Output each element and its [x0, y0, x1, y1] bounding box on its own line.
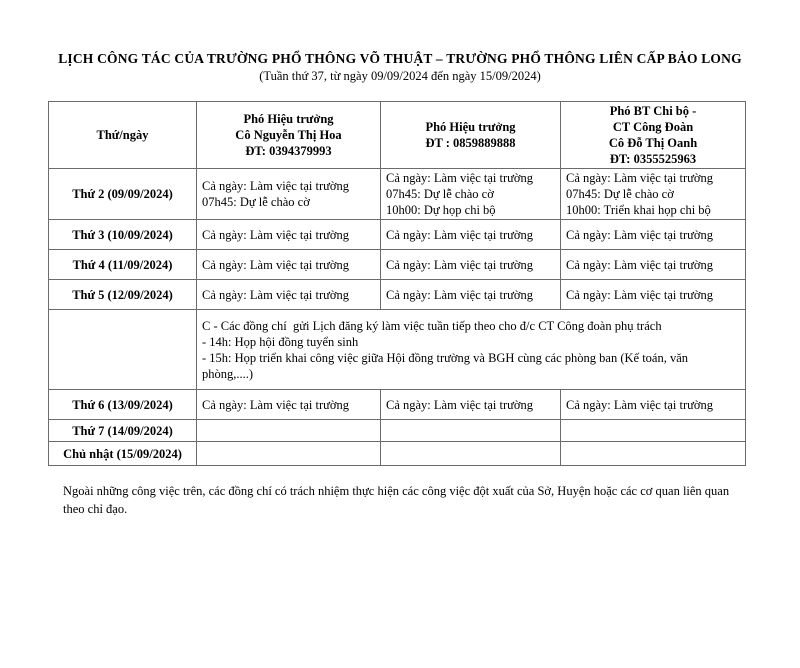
day-cell: Thứ 2 (09/09/2024) — [49, 169, 197, 220]
note-line: - 14h: Họp hội đồng tuyển sinh — [202, 334, 359, 349]
schedule-cell-empty — [561, 420, 746, 442]
table-row-notes — [49, 310, 746, 390]
schedule-cell-empty — [381, 420, 561, 442]
schedule-cell: Cả ngày: Làm việc tại trường — [197, 220, 381, 250]
header-cell-day: Thứ/ngày — [49, 102, 197, 169]
document-title: LỊCH CÔNG TÁC CỦA TRƯỜNG PHỔ THÔNG VÕ THUẬT – TRƯỜNG PHỔ THÔNG LIÊN CẤP BẢO LONG — [58, 51, 742, 66]
schedule-cell: Cả ngày: Làm việc tại trường — [381, 280, 561, 310]
day-cell: Thứ 6 (13/09/2024) — [49, 390, 197, 420]
schedule-cell-empty — [561, 442, 746, 466]
schedule-cell: Cả ngày: Làm việc tại trường 07h45: Dự lễ chào cờ 10h00: Dự họp chi bộ — [381, 169, 561, 220]
note-line: - 15h: Họp triển khai công việc giữa Hội đồng trường và BGH cùng các phòng ban (Kế toán, văn phòng,....) — [202, 350, 692, 381]
schedule-cell: Cả ngày: Làm việc tại trường 07h45: Dự lễ chào cờ 10h00: Triển khai họp chi bộ — [561, 169, 746, 220]
table-row-tuesday — [49, 220, 746, 250]
day-cell: Thứ 5 (12/09/2024) — [49, 280, 197, 310]
schedule-cell: Cả ngày: Làm việc tại trường — [197, 390, 381, 420]
schedule-cell-empty — [197, 442, 381, 466]
schedule-cell: Cả ngày: Làm việc tại trường — [561, 250, 746, 280]
day-cell: Chủ nhật (15/09/2024) — [49, 442, 197, 466]
day-cell: Thứ 3 (10/09/2024) — [49, 220, 197, 250]
day-cell: Thứ 7 (14/09/2024) — [49, 420, 197, 442]
header-cell-party-union: Phó BT Chi bộ - CT Công Đoàn Cô Đỗ Thị Oanh ĐT: 0355525963 — [561, 102, 746, 169]
note-line: C - Các đồng chí gửi Lịch đăng ký làm việc tuần tiếp theo cho đ/c CT Công đoàn phụ trách — [202, 318, 662, 333]
schedule-cell: Cả ngày: Làm việc tại trường — [197, 280, 381, 310]
schedule-cell: Cả ngày: Làm việc tại trường — [381, 250, 561, 280]
table-row-monday — [49, 169, 746, 220]
schedule-cell: Cả ngày: Làm việc tại trường — [561, 220, 746, 250]
notes-cell — [197, 310, 746, 390]
table-row-saturday — [49, 420, 746, 442]
schedule-cell: Cả ngày: Làm việc tại trường 07h45: Dự lễ chào cờ — [197, 169, 381, 220]
table-header-row — [49, 102, 746, 169]
table-row-friday — [49, 390, 746, 420]
table-row-sunday — [49, 442, 746, 466]
schedule-cell: Cả ngày: Làm việc tại trường — [197, 250, 381, 280]
day-cell: Thứ 4 (11/09/2024) — [49, 250, 197, 280]
schedule-cell: Cả ngày: Làm việc tại trường — [381, 220, 561, 250]
table-row-wednesday — [49, 250, 746, 280]
footer-note: Ngoài những công việc trên, các đồng chí có trách nhiệm thực hiện các công việc đột xuất của Sở, Huyện hoặc các cơ quan liên quan theo chỉ đạo. — [63, 484, 730, 516]
schedule-cell: Cả ngày: Làm việc tại trường — [381, 390, 561, 420]
header-cell-vice-principal-1: Phó Hiệu trưởng Cô Nguyễn Thị Hoa ĐT: 0394379993 — [197, 102, 381, 169]
table-row-thursday — [49, 280, 746, 310]
schedule-table — [48, 101, 746, 466]
document-subtitle: (Tuần thứ 37, từ ngày 09/09/2024 đến ngày 15/09/2024) — [259, 69, 541, 83]
day-cell-empty — [49, 310, 197, 390]
schedule-cell: Cả ngày: Làm việc tại trường — [561, 280, 746, 310]
schedule-cell: Cả ngày: Làm việc tại trường — [561, 390, 746, 420]
schedule-cell-empty — [197, 420, 381, 442]
document-page — [0, 50, 800, 668]
header-cell-vice-principal-2: Phó Hiệu trưởng ĐT : 0859889888 — [381, 102, 561, 169]
schedule-cell-empty — [381, 442, 561, 466]
